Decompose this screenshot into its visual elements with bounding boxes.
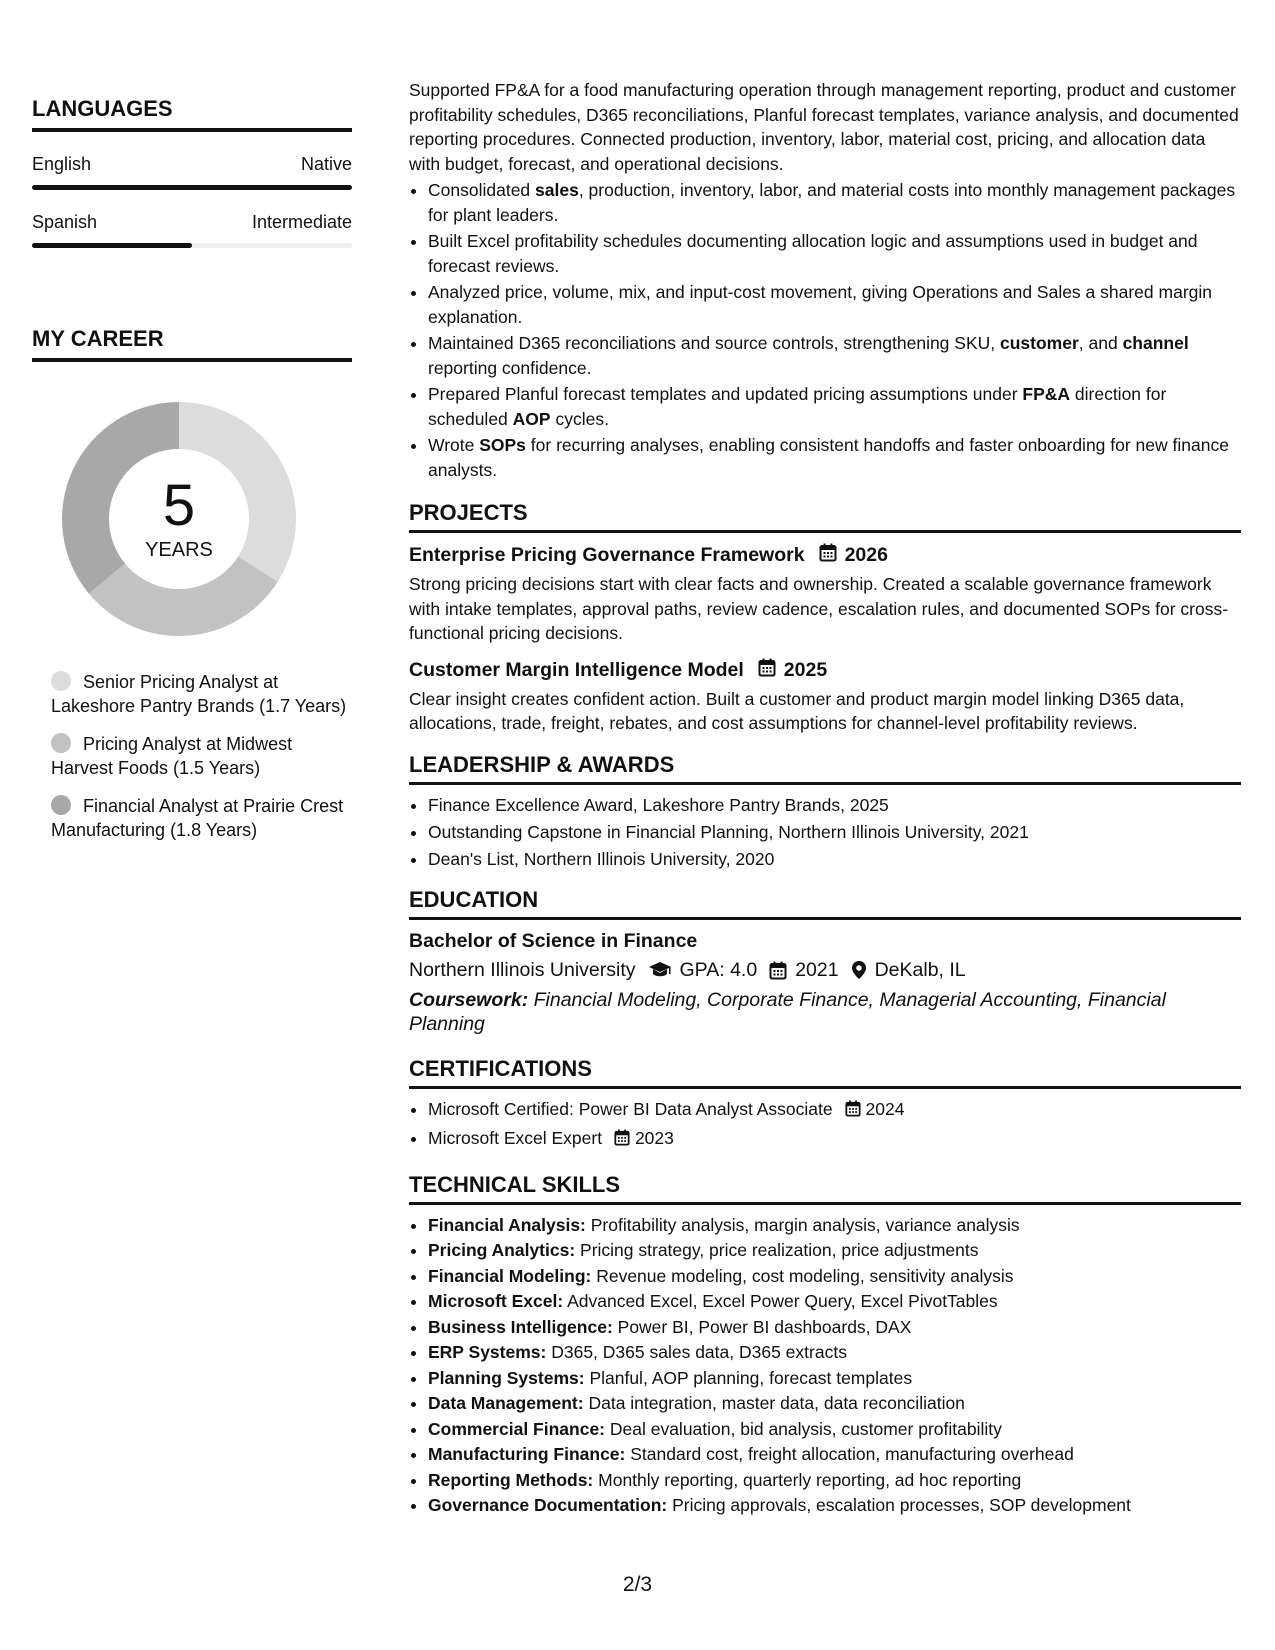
- language-level: Intermediate: [251, 212, 352, 232]
- skill-values: Pricing approvals, escalation processes, SOP development: [667, 1495, 1131, 1515]
- skill-category: Reporting Methods:: [428, 1469, 594, 1490]
- experience-bullet: • Maintained D365 reconciliations and source controls, strengthening SKU, customer, and channel reporting confidence.: [428, 331, 1241, 380]
- career-legend-label: Senior Pricing Analyst at Lakeshore Pantry Brands (1.7 Years): [51, 672, 347, 716]
- skill-category: Business Intelligence:: [428, 1316, 613, 1337]
- skill-values: Deal evaluation, bid analysis, customer profitability: [605, 1418, 1002, 1439]
- career-heading: MY CAREER: [32, 326, 352, 362]
- certification-name: Microsoft Certified: Power BI Data Analyst Associate: [428, 1098, 833, 1119]
- project-year: 2026: [844, 544, 888, 566]
- skill-category: Manufacturing Finance:: [428, 1444, 626, 1464]
- language-name: Spanish: [32, 212, 98, 232]
- skill-values: Planful, AOP planning, forecast templates: [584, 1367, 913, 1388]
- skill-values: Pricing strategy, price realization, price adjustments: [575, 1240, 979, 1260]
- language-item: [32, 212, 352, 248]
- education-coursework: [409, 988, 1241, 1036]
- skill-item: [428, 1238, 1241, 1262]
- language-level: Native: [300, 154, 352, 174]
- skills-list: [409, 1213, 1241, 1518]
- skill-category: Pricing Analytics:: [428, 1240, 576, 1260]
- leadership-list: [409, 793, 1241, 871]
- coursework-list: Financial Modeling, Corporate Finance, Managerial Accounting, Financial Planning: [409, 988, 1166, 1035]
- skill-category: Financial Modeling:: [428, 1265, 592, 1286]
- skill-values: Power BI, Power BI dashboards, DAX: [612, 1316, 912, 1337]
- sidebar: [32, 84, 352, 856]
- skill-category: Data Management:: [428, 1393, 584, 1413]
- leadership-heading: LEADERSHIP & AWARDS: [409, 752, 1241, 785]
- certifications-heading: CERTIFICATIONS: [409, 1056, 1241, 1089]
- skill-item: [428, 1340, 1241, 1364]
- projects-heading: PROJECTS: [409, 500, 1241, 533]
- project-item: [409, 658, 1241, 736]
- skill-values: Data integration, master data, data reconciliation: [583, 1393, 965, 1413]
- graduation-cap-icon: [648, 961, 672, 979]
- map-pin-icon: [851, 960, 867, 980]
- career-legend-item: [51, 732, 352, 780]
- language-proficiency-bar: [32, 243, 352, 248]
- skill-item: [428, 1442, 1241, 1466]
- certification-item: [428, 1126, 1241, 1152]
- experience-bullet: • Wrote SOPs for recurring analyses, enabling consistent handoffs and faster onboarding for new finance analysts.: [428, 433, 1241, 482]
- language-item: [32, 154, 352, 190]
- languages-heading: LANGUAGES: [32, 96, 352, 132]
- skill-values: D365, D365 sales data, D365 extracts: [546, 1342, 847, 1362]
- main-content: [409, 78, 1241, 1519]
- skill-values: Revenue modeling, cost modeling, sensitivity analysis: [591, 1265, 1014, 1286]
- skill-item: [428, 1213, 1241, 1237]
- leadership-item: • Dean's List, Northern Illinois University, 2020: [428, 847, 1241, 871]
- experience-summary: Supported FP&A for a food manufacturing operation through management reporting, product and customer profitability schedules, D365 reconciliations, Planful forecast templates, variance analysis, and documented reporting procedures. Connected production, inventory, labor, material cost, pricing, and allocation data with budget, forecast, and operational decisions.: [409, 80, 1239, 174]
- skill-category: ERP Systems:: [428, 1342, 547, 1362]
- experience-bullets: [409, 178, 1241, 482]
- leadership-item: • Outstanding Capstone in Financial Planning, Northern Illinois University, 2021: [428, 820, 1241, 844]
- skill-category: Commercial Finance:: [428, 1418, 605, 1439]
- project-name: Customer Margin Intelligence Model: [409, 658, 744, 681]
- skill-category: Governance Documentation:: [428, 1495, 668, 1515]
- education-heading: EDUCATION: [409, 887, 1241, 920]
- language-name: English: [32, 154, 92, 174]
- calendar-icon: [769, 961, 787, 980]
- skill-values: Monthly reporting, quarterly reporting, ad hoc reporting: [593, 1469, 1022, 1490]
- skill-category: Financial Analysis:: [428, 1214, 586, 1235]
- leadership-item: • Finance Excellence Award, Lakeshore Pantry Brands, 2025: [428, 793, 1241, 817]
- experience-bullet: • Consolidated sales, production, inventory, labor, and material costs into monthly management packages for plant leaders.: [428, 178, 1241, 227]
- project-description: Strong pricing decisions start with clear facts and ownership. Created a scalable governance framework with intake templates, approval paths, review cadence, escalation rules, and documented SOPs for cross-functional pricing decisions.: [409, 574, 1229, 643]
- project-description: Clear insight creates confident action. Built a customer and product margin model linking D365 data, allocations, trade, freight, rebates, and cost assumptions for channel-level profitability reviews.: [409, 688, 1185, 733]
- page-number: 2/3: [622, 1573, 653, 1596]
- career-legend-item: [51, 794, 352, 842]
- calendar-icon: [845, 1099, 861, 1123]
- skill-category: Planning Systems:: [428, 1367, 585, 1388]
- experience-bullet: • Built Excel profitability schedules documenting allocation logic and assumptions used in budget and forecast reviews.: [428, 229, 1241, 278]
- skill-item: [428, 1289, 1241, 1313]
- skill-item: [428, 1391, 1241, 1415]
- career-donut-chart: [54, 394, 304, 644]
- skill-item: [428, 1366, 1241, 1390]
- education-degree: Bachelor of Science in Finance: [409, 929, 698, 952]
- education-details: [409, 959, 1241, 982]
- experience-bullet: • Prepared Planful forecast templates and updated pricing assumptions under FP&A direction for scheduled AOP cycles.: [428, 382, 1241, 431]
- career-legend: [32, 670, 352, 842]
- skill-values: Profitability analysis, margin analysis, variance analysis: [585, 1214, 1020, 1235]
- certification-name: Microsoft Excel Expert: [428, 1127, 603, 1148]
- skill-item: [428, 1264, 1241, 1288]
- career-legend-label: Pricing Analyst at Midwest Harvest Foods (1.5 Years): [51, 734, 293, 778]
- skill-values: Standard cost, freight allocation, manufacturing overhead: [625, 1444, 1074, 1464]
- legend-dot: [51, 733, 71, 753]
- calendar-icon: [758, 658, 776, 683]
- education-year: 2021: [795, 958, 839, 981]
- career-total-years: 5: [162, 472, 196, 538]
- certification-item: [428, 1097, 1241, 1123]
- language-proficiency-bar: [32, 185, 352, 190]
- calendar-icon: [614, 1128, 630, 1152]
- project-year: 2025: [783, 658, 828, 681]
- skill-item: [428, 1417, 1241, 1441]
- skill-values: Advanced Excel, Excel Power Query, Excel PivotTables: [563, 1291, 998, 1311]
- project-item: [409, 543, 1241, 646]
- certification-year: 2024: [865, 1098, 905, 1119]
- education-location: DeKalb, IL: [874, 958, 966, 981]
- skill-item: [428, 1493, 1241, 1517]
- calendar-icon: [819, 543, 837, 568]
- education-school: Northern Illinois University: [409, 958, 636, 981]
- legend-dot: [51, 795, 71, 815]
- skill-item: [428, 1468, 1241, 1492]
- certifications-list: [409, 1097, 1241, 1152]
- certification-year: 2023: [634, 1127, 674, 1148]
- career-total-unit: YEARS: [145, 538, 213, 561]
- skill-category: Microsoft Excel:: [428, 1291, 564, 1311]
- skill-item: [428, 1315, 1241, 1339]
- education-gpa: GPA: 4.0: [679, 958, 758, 981]
- coursework-label: Coursework:: [409, 988, 529, 1011]
- career-legend-label: Financial Analyst at Prairie Crest Manufacturing (1.8 Years): [51, 796, 344, 840]
- project-name: Enterprise Pricing Governance Framework: [409, 544, 805, 566]
- career-legend-item: [51, 670, 352, 718]
- legend-dot: [51, 671, 71, 691]
- experience-bullet: • Analyzed price, volume, mix, and input-cost movement, giving Operations and Sales a shared margin explanation.: [428, 280, 1241, 329]
- skills-heading: TECHNICAL SKILLS: [409, 1172, 1241, 1205]
